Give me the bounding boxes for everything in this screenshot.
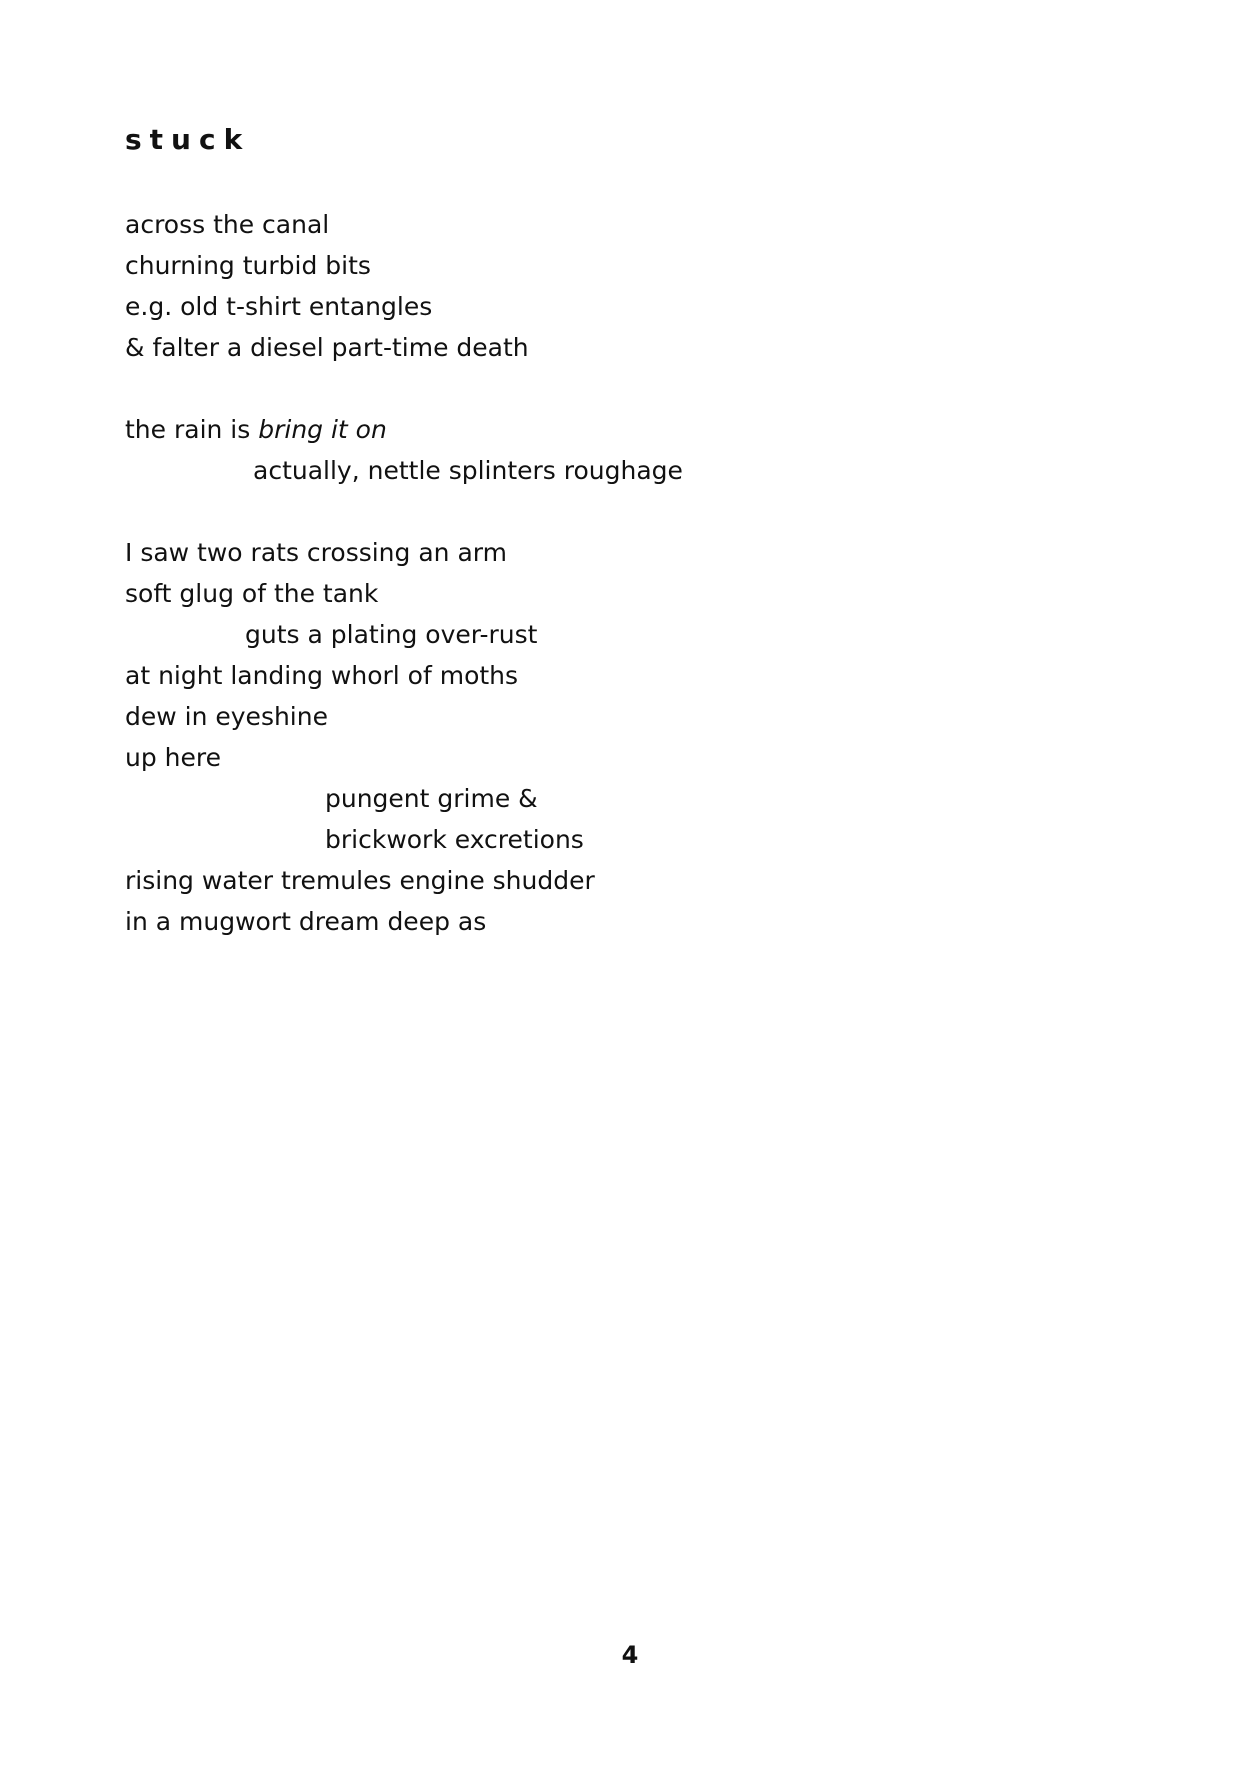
stanza-3 (125, 532, 1125, 942)
page-number: 4 (621, 1641, 639, 1669)
stanza-1 (125, 204, 1125, 368)
poem-line: & falter a diesel part-time death (125, 333, 529, 362)
stanza-break (125, 368, 1125, 409)
poem-line: at night landing whorl of moths (125, 661, 519, 690)
poem-line-indented: actually, nettle splinters roughage (253, 456, 683, 485)
poem-line-indented: guts a plating over-rust (245, 620, 538, 649)
poem-line: up here (125, 743, 221, 772)
poem-line: rising water tremules engine shudder (125, 866, 595, 895)
poem-line: e.g. old t-shirt entangles (125, 292, 433, 321)
poem-line: across the canal (125, 210, 330, 239)
poem-line: dew in eyeshine (125, 702, 328, 731)
poem-line: in a mugwort dream deep as (125, 907, 487, 936)
stanza-break (125, 491, 1125, 532)
poem-line: churning turbid bits (125, 251, 371, 280)
poem-line: I saw two rats crossing an arm (125, 538, 507, 567)
poem-line: soft glug of the tank (125, 579, 379, 608)
poem-line (125, 409, 1125, 450)
poem-body (125, 204, 1125, 942)
poem-title: stuck (125, 123, 251, 156)
stanza-2 (125, 409, 1125, 491)
poem-line-indented: brickwork excretions (325, 825, 584, 854)
poem-line-italic: bring it on (258, 415, 387, 444)
poem-line-indented: pungent grime & (325, 784, 538, 813)
poem-line-text: the rain is (125, 415, 259, 444)
